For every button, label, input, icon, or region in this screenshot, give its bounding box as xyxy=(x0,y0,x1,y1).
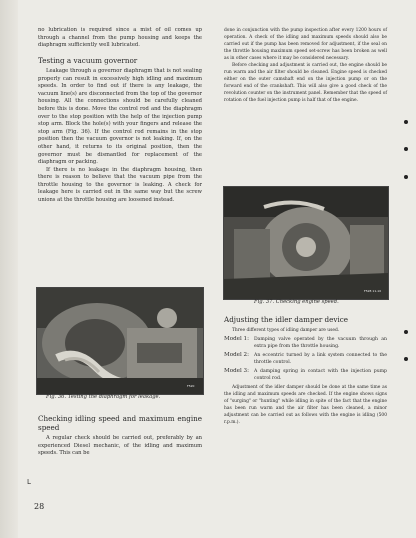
binding-shadow xyxy=(0,0,18,538)
left-column xyxy=(38,27,202,205)
model-3-item xyxy=(224,368,387,382)
model-3-label: Model 3: xyxy=(224,367,249,374)
margin-mark: L xyxy=(27,478,31,486)
left-paragraph-2: Leakage through a governor diaphragm that is not sealing properly can result in excessively high idling and maximum speeds. In order to find out if there is any leakage, the vacuum line(s) are disconnected from the top of the governor housing. All the connections should be carefully cleaned before this is done. Move the control rod and the diaphragm over to the stop position with the help of the injection pump stop arm. Block the hole(s) with your fingers and release the stop arm (Fig. 36). If the control rod remains in the stop position then the vacuum governor is not leaking. If, on the other hand, it returns to its original position, then the governor must be dismantled for replacement of the diaphragm or packing. xyxy=(38,67,202,166)
model-1-label: Model 1: xyxy=(224,335,249,342)
fig-36-caption: Fig. 36. Testing the diaphragm for leakage. xyxy=(46,394,161,400)
right-column-lower xyxy=(224,299,387,426)
fig-37-caption: Fig. 37. Checking engine speed. xyxy=(254,299,339,305)
binder-hole xyxy=(404,120,408,124)
right-paragraph-1: done in conjunction with the pump inspection after every 1200 hours of operation. A check of the idling and maximum speeds should also be carried out if the pump has been removed for adjustment, if the seal on the throttle housing maximum speed set-screw has been broken as well as in other cases where it may be considered necessary. xyxy=(224,28,387,61)
fig-36-code: F520 xyxy=(187,384,195,388)
right-paragraph-2: Before checking and adjustment is carried out, the engine should be run warm and the air filter should be cleaned. Engine speed is checked either on the outer camshaft end on the injection pump or on the forward end of the crankshaft. This will also give a good check of the revolution counter on the instrument panel. Remember that the speed of rotation of the fuel injection pump is half that of the engine. xyxy=(224,63,387,103)
fig-37-photo xyxy=(223,186,389,300)
binder-hole xyxy=(404,175,408,179)
binder-hole xyxy=(404,357,408,361)
binder-hole xyxy=(404,330,408,334)
model-3-text: A damping spring in contact with the injection pump control rod. xyxy=(254,368,387,381)
model-1-text: Damping valve operated by the vacuum through an extra pipe from the throttle housing. xyxy=(254,336,387,349)
heading-testing-vacuum-governor: Testing a vacuum governor xyxy=(38,55,138,65)
heading-checking-idling-speed: Checking idling speed and maximum engine speed xyxy=(38,413,202,432)
left-column-lower xyxy=(38,394,202,458)
model-2-label: Model 2: xyxy=(224,351,249,358)
fig-36-image xyxy=(37,288,203,394)
model-1-item xyxy=(224,336,387,350)
model-2-text: An eccentric turned by a link system connected to the throttle control. xyxy=(254,352,387,365)
right-paragraph-4: Adjustment of the idler damper should be done at the same time as the idling and maximum speeds are checked. If the engine shows signs of "surging" or "hunting" while idling in spite of the fact that the engine has been run warm and the air filter has been cleaned, a minor adjustment can be carried out as follows with the engine is idling (500 r.p.m.). xyxy=(224,384,387,425)
page-number: 28 xyxy=(34,502,45,511)
fig-37-code: F528 11-10 xyxy=(364,289,382,293)
fig-36-photo xyxy=(36,287,204,395)
left-paragraph-3: If there is no leakage in the diaphragm housing, then there is reason to believe that the vacuum pipe from the throttle housing to the governor is leaking. A check for leakage here is carried out in the same way but the screw unions at the throttle housing are loosened instead. xyxy=(38,166,202,204)
fig-37-image xyxy=(224,187,388,299)
heading-adjusting-idler-damper: Adjusting the idler damper device xyxy=(224,314,349,324)
left-paragraph-4: A regular check should be carried out, preferably by an experienced Diesel mechanic, of the idling and maximum speeds. This can be xyxy=(38,435,202,457)
left-paragraph-1: no lubrication is required since a mist of oil comes up through a channel from the pump housing and keeps the diaphragm sufficiently well lubricated. xyxy=(38,27,202,49)
right-paragraph-3: Three different types of idling damper are used. xyxy=(232,327,340,333)
right-column xyxy=(224,27,387,104)
binder-hole xyxy=(404,147,408,151)
model-2-item xyxy=(224,352,387,366)
